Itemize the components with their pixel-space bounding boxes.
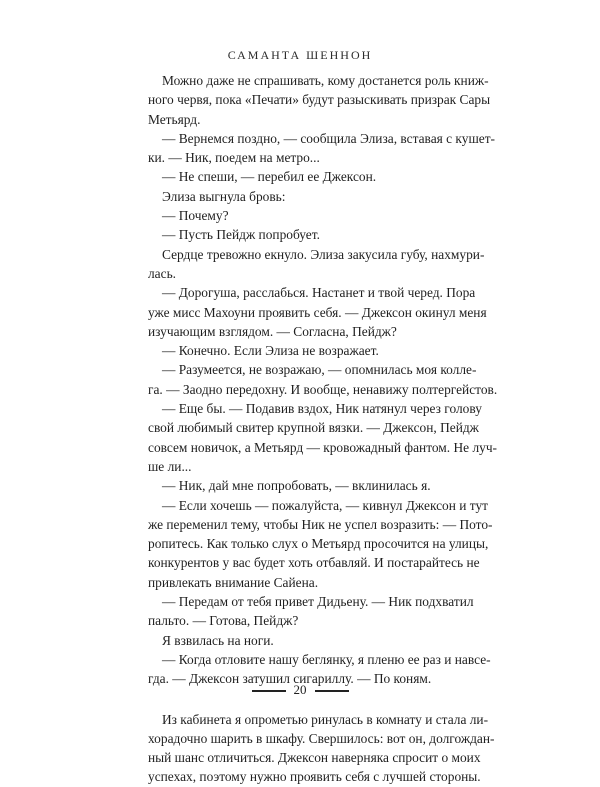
paragraph [148, 71, 491, 129]
text-line: изучающим взглядом. — Согласна, Пейдж? [148, 323, 397, 339]
text-line: — Пусть Пейдж попробует. [162, 227, 320, 243]
after-break-text-block [148, 710, 495, 787]
paragraph [148, 476, 456, 495]
text-line: уже мисс Махоуни проявить себя. — Джексон окинул меня [148, 304, 487, 320]
paragraph [148, 167, 456, 186]
text-line: га. — Заодно передохну. И вообще, ненавижу полтергейстов. [148, 381, 498, 397]
paragraph [148, 187, 456, 206]
text-line: конкурентов у вас будет хоть отбавляй. И постарайтесь не [148, 555, 480, 571]
text-line: ный шанс отличиться. Джексон наверняка спросит о моих [148, 750, 481, 766]
body-text [148, 71, 498, 787]
text-line: же переменил тему, чтобы Ник не успел возразить: — Пото- [148, 516, 493, 532]
text-line: — Еще бы. — Подавив вздох, Ник натянул через голову [162, 401, 482, 417]
main-text-block [148, 71, 498, 689]
text-line: — Передам от тебя привет Дидьену. — Ник подхватил [162, 594, 474, 610]
text-line: — Почему? [162, 208, 229, 224]
paragraph [148, 631, 456, 650]
paragraph [148, 129, 496, 168]
paragraph [148, 225, 456, 244]
text-line: ного червя, пока «Печати» будут разыскивать призрак Сары [148, 92, 491, 108]
text-line: ки. — Ник, поедем на метро... [148, 150, 320, 166]
paragraph [148, 360, 498, 399]
text-line: — Когда отловите нашу беглянку, я пленю ее раз и навсе- [162, 651, 491, 667]
page-folio [0, 682, 600, 698]
page-number: 20 [293, 682, 307, 697]
paragraph [148, 283, 487, 341]
text-line: — Если хочешь — пожалуйста, — кивнул Джексон и тут [162, 497, 489, 513]
text-line: Можно даже не спрашивать, кому достанется роль книж- [162, 73, 489, 88]
text-line: Элиза выгнула бровь: [162, 188, 286, 204]
text-line: лась. [148, 265, 177, 281]
text-line: — Ник, дай мне попробовать, — вклинилась я. [162, 478, 431, 494]
text-line: пальто. — Готова, Пейдж? [148, 613, 299, 629]
text-line: — Разумеется, не возражаю, — опомнилась моя колле- [162, 362, 477, 378]
paragraph [148, 496, 493, 592]
paragraph [148, 341, 456, 360]
text-line: свой любимый свитер крупной вязки. — Джексон, Пейдж [148, 420, 479, 436]
text-line: ропитесь. Как только слух о Метьярд просочится на улицы, [148, 536, 489, 552]
folio-rule-right [315, 690, 349, 691]
text-line: Сердце тревожно екнуло. Элиза закусила губу, нахмури- [162, 246, 485, 262]
paragraph [148, 245, 485, 284]
paragraph [148, 592, 474, 631]
text-line: хорадочно шарить в шкафу. Свершилось: вот он, долгождан- [148, 730, 495, 746]
paragraph [148, 399, 498, 476]
text-line: — Конечно. Если Элиза не возражает. [162, 343, 379, 359]
text-line: гда. — Джексон затушил сигариллу. — По коням. [148, 671, 432, 687]
text-line: ше ли... [148, 458, 192, 474]
text-line: — Вернемся поздно, — сообщила Элиза, вставая с кушет- [162, 130, 496, 146]
text-line: Я взвилась на ноги. [162, 632, 274, 648]
text-line: Из кабинета я опрометью ринулась в комнату и стала ли- [162, 711, 489, 727]
text-line: успехах, поэтому нужно проявить себя с лучшей стороны. [148, 769, 481, 785]
running-head: САМАНТА ШЕННОН [227, 48, 373, 62]
paragraph [148, 206, 456, 225]
text-line: — Дорогуша, расслабься. Настанет и твой черед. Пора [162, 285, 476, 301]
text-line: Метьярд. [148, 111, 201, 127]
text-line: — Не спеши, — перебил ее Джексон. [162, 169, 377, 185]
text-line: привлекать внимание Сайена. [148, 574, 319, 590]
paragraph [148, 710, 495, 787]
folio-rule-left [252, 690, 286, 691]
text-line: совсем новичок, а Метьярд — кровожадный фантом. Не луч- [148, 439, 498, 455]
